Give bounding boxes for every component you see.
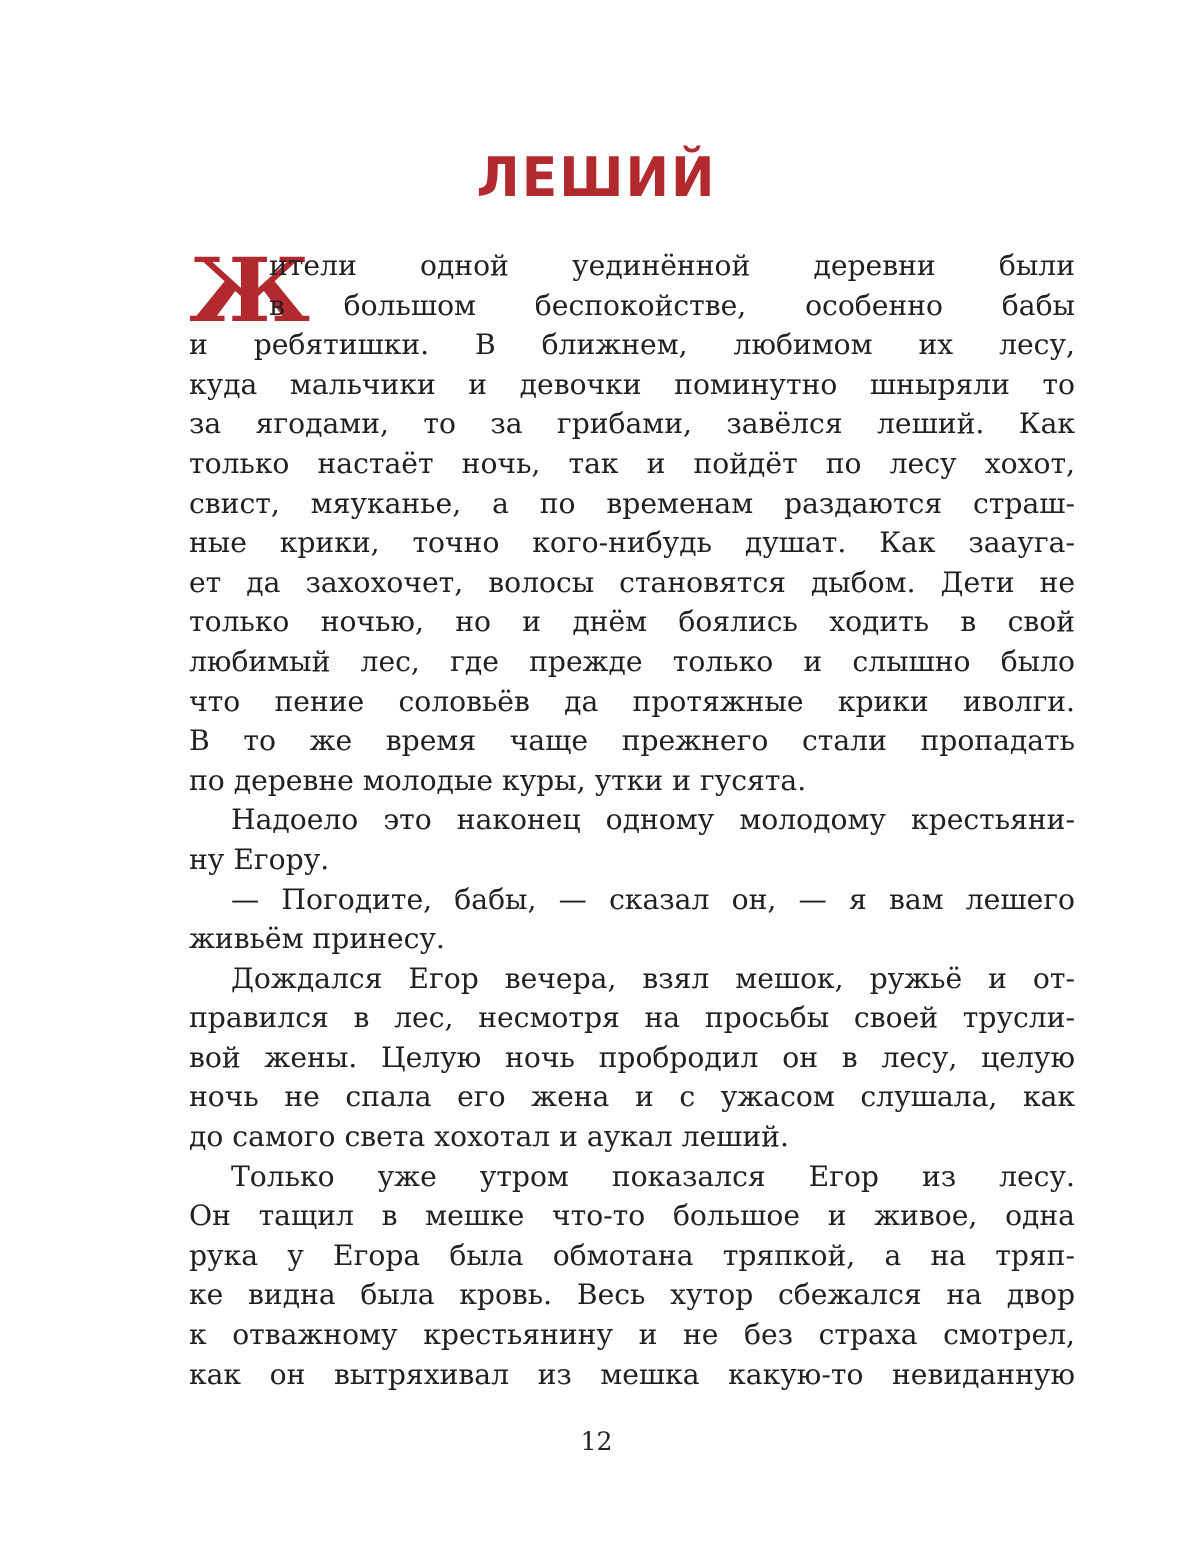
text-line: до самого света хохотал и аукал леший. xyxy=(189,1120,789,1154)
text-line: ночь не спала его жена и с ужасом слушала, как xyxy=(189,1080,1075,1114)
text-line: только настаёт ночь, так и пойдёт по лесу хохот, xyxy=(189,446,1075,480)
text-line: Только уже утром показался Егор из лесу. xyxy=(231,1159,1075,1193)
text-line: только ночью, но и днём боялись ходить в свой xyxy=(189,605,1075,639)
text-line: за ягодами, то за грибами, завёлся леший. Как xyxy=(189,407,1075,441)
text-line: рука у Егора была обмотана тряпкой, а на тряп- xyxy=(189,1238,1075,1272)
text-line: ные крики, точно кого-нибудь душат. Как заауга- xyxy=(189,526,1075,560)
text-line: к отважному крестьянину и не без страха смотрел, xyxy=(189,1318,1075,1352)
text-line: вой жены. Целую ночь пробродил он в лесу, целую xyxy=(189,1040,1075,1074)
text-line: что пение соловьёв да протяжные крики иволги. xyxy=(189,684,1075,718)
text-line: Он тащил в мешке что-то большое и живое, одна xyxy=(189,1199,1075,1233)
text-line: ет да захохочет, волосы становятся дыбом. Дети не xyxy=(189,565,1075,599)
text-line: — Погодите, бабы, — сказал он, — я вам лешего xyxy=(231,882,1075,916)
text-line: любимый лес, где прежде только и слышно было xyxy=(189,644,1075,678)
text-line: живьём принесу. xyxy=(189,922,445,956)
text-line: Надоело это наконец одному молодому крестьяни- xyxy=(231,803,1075,837)
text-line: в большом беспокойстве, особенно бабы xyxy=(269,288,1075,322)
text-line: и ребятишки. В ближнем, любимом их лесу, xyxy=(189,328,1075,362)
text-line: ке видна была кровь. Весь хутор сбежался на двор xyxy=(189,1278,1075,1312)
text-line: ители одной уединённой деревни были xyxy=(269,249,1075,282)
text-line: правился в лес, несмотря на просьбы своей трусли- xyxy=(189,1001,1075,1035)
text-line: Дождался Егор вечера, взял мешок, ружьё и от- xyxy=(231,961,1075,995)
drop-cap: Ж xyxy=(189,238,311,342)
text-line: как он вытряхивал из мешка какую-то невиданную xyxy=(189,1357,1075,1391)
text-line: В то же время чаще прежнего стали пропадать xyxy=(189,724,1075,758)
text-line: свист, мяуканье, а по временам раздаются страш- xyxy=(189,486,1075,520)
chapter-title: ЛЕШИЙ xyxy=(476,146,717,210)
text-line: ну Егору. xyxy=(189,842,330,876)
body-text xyxy=(189,238,1075,1394)
text-line: по деревне молодые куры, утки и гусята. xyxy=(189,763,807,797)
text-line: куда мальчики и девочки поминутно шныряли то xyxy=(189,367,1075,401)
page-number: 12 xyxy=(580,1427,613,1456)
